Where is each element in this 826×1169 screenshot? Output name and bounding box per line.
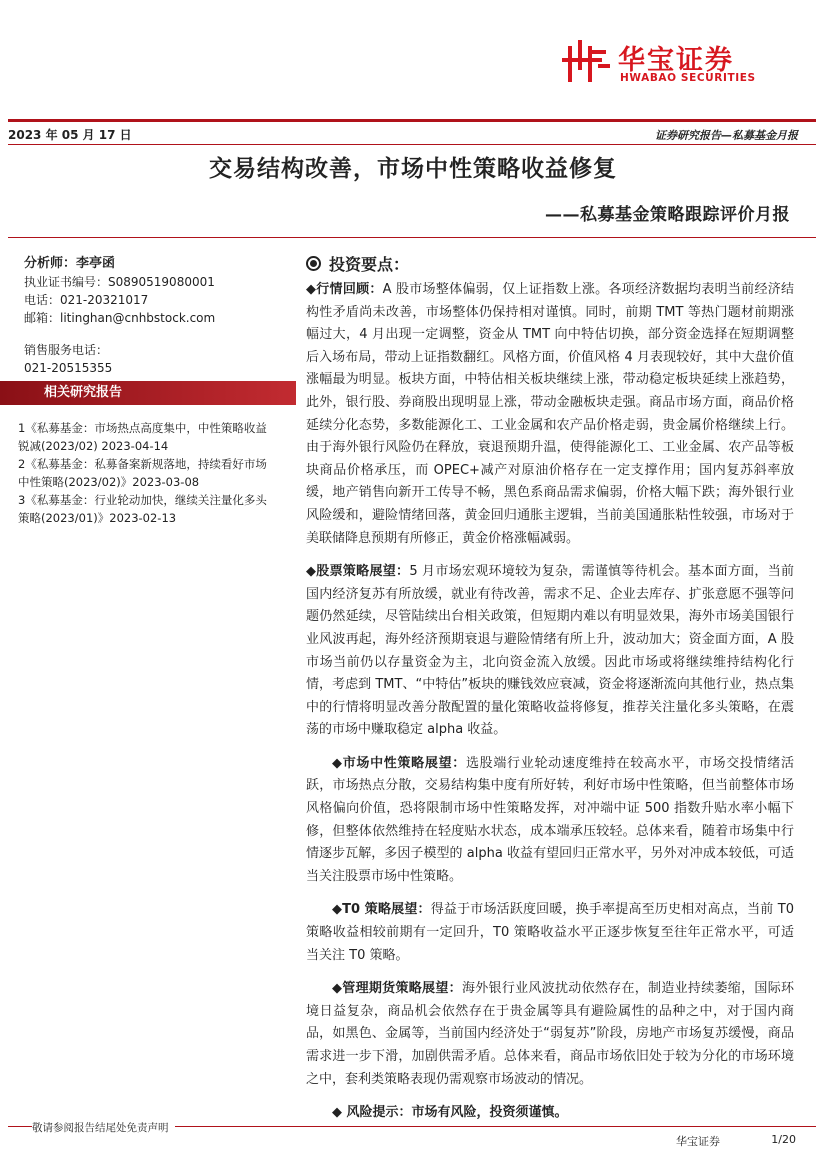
main-content: [306, 252, 794, 1136]
report-date: 2023 年 05 月 17 日: [8, 128, 132, 142]
page-title: 交易结构改善，市场中性策略收益修复: [209, 156, 617, 182]
footer-company: 华宝证券: [676, 1135, 720, 1148]
analyst-name: 分析师：李亭函: [24, 256, 116, 271]
related-report-item[interactable]: 1《私募基金：市场热点高度集中，中性策略收益锐减(2023/02) 2023-04-14: [18, 421, 267, 453]
logo-text-en: HWABAO SECURITIES: [620, 72, 756, 84]
stock-strategy-label: ◆股票策略展望：: [306, 564, 410, 580]
disclaimer: 敬请参阅报告结尾处免责声明: [32, 1120, 175, 1135]
report-type: 证券研究报告—私募基金月报: [655, 129, 798, 142]
risk-warning: [306, 1102, 794, 1125]
market-review-label: ◆行情回顾：: [306, 282, 383, 297]
cta-strategy-text: 海外银行业风波扰动依然存在，制造业持续萎缩，国际环境日益复杂，商品机会依然存在于贵金属等具有避险属性的品种之中，对于国内商品，如黑色、金属等，当前国内经济处于“弱复苏”阶段，房地产市场复苏缓慢，商品需求进一步下滑，加剧供需矛盾。总体来看，商品市场依旧处于较为分化的市场环境之中，套利类策略表现仍需观察市场波动的情况。: [306, 981, 794, 1087]
stock-strategy-paragraph: [306, 561, 794, 742]
title-divider: [8, 237, 816, 238]
market-neutral-text: 选股端行业轮动速度维持在较高水平，市场交投情绪活跃，市场热点分散，交易结构集中度有所好转，利好市场中性策略，但当前整体市场风格偏向价值，恐将限制市场中性策略发挥，对冲端中证 500 指数升贴水率小幅下修，但整体依然维持在轻度贴水状态，成本端承压较轻。总体来看，随着市场集中行情逐步瓦解，多因子模型的 alpha 收益有望回归正常水平，另外对冲成本较低，可适当关注股票市场中性策略。: [306, 755, 795, 884]
license-number: 执业证书编号：S0890519080001: [24, 275, 215, 289]
t0-strategy-text: 得益于市场活跃度回暖，换手率提高至历史相对高点，当前 T0 策略收益相较前期有一定回升，T0 策略收益水平正逐步恢复至往年正常水平，可适当关注 T0 策略。: [306, 902, 794, 963]
risk-warning-text: ◆ 风险提示：市场有风险，投资须谨慎。: [332, 1105, 568, 1121]
cta-strategy-paragraph: [306, 978, 794, 1091]
phone: 电话：021-20321017: [24, 293, 149, 307]
t0-strategy-paragraph: [306, 899, 794, 967]
target-circle-icon: [306, 256, 321, 271]
related-reports-list: [18, 419, 274, 527]
related-report-item[interactable]: 3《私募基金：行业轮动加快，继续关注量化多头策略(2023/01)》2023-02-13: [18, 493, 267, 525]
market-neutral-paragraph: [306, 753, 794, 889]
market-neutral-label: ◆市场中性策略展望：: [332, 755, 466, 771]
logo-text-cn: 华宝证券: [618, 45, 734, 76]
email[interactable]: 邮箱：litinghan@cnhbstock.com: [24, 311, 216, 325]
investment-points-label: 投资要点：: [329, 255, 410, 274]
stock-strategy-text: 5 月市场宏观环境较为复杂，需谨慎等待机会。基本面方面，当前国内经济复苏有所放缓，就业有待改善，需求不足、企业去库存、扩张意愿不强等问题仍然延续，尽管陆续出台相关政策，但短期内难以有明显效果，海外市场美国银行业风波再起，海外经济预期衰退与避险情绪有所上升，波动加大；资金面方面，A 股市场当前仍以存量资金为主，北向资金流入放缓。因此市场或将继续维持结构化行情，考虑到 TMT、“中特估”板块的赚钱效应衰减，资金将逐渐流向其他行业，热点集中的行情将明显改善分散配置的量化策略收益将修复，推荐关注量化多头策略，在震荡的市场中赚取稳定 alpha 收益。: [306, 564, 795, 738]
sidebar: [18, 252, 274, 527]
logo-mark-icon: [562, 40, 612, 84]
related-reports-heading: 相关研究报告: [0, 381, 296, 405]
cta-strategy-label: ◆管理期货策略展望：: [332, 981, 462, 997]
sales-label: 销售服务电话：: [24, 343, 109, 357]
market-review-text: A 股市场整体偏弱，仅上证指数上涨。各项经济数据均表明当前经济结构性矛盾尚未改善，市场整体仍保持相对谨慎。同时，前期 TMT 等热门题材前期涨幅过大，4 月出现一定调整，资金从 TMT 向中特估切换，部分资金选择在短期调整后入场布局，带动上证指数翻红。风格方面，价值风格 4 月表现较好，其中大盘价值涨幅最为明显。板块方面，中特估相关板块继续上涨，带动稳定板块延续上涨趋势，此外，银行股、券商股出现明显上涨，带动金融板块走强。商品市场方面，商品价格延续分化态势，多数能源化工、工业金属和农产品价格走弱，贵金属价格继续上行。由于海外银行风险仍在释放，衰退预期升温，使得能源化工、工业金属、农产品等板块商品价格承压，而 OPEC+减产对原油价格存在一定支撑作用；国内复苏斜率放缓，地产销售向新开工传导不畅，黑色系商品需求偏弱，价格大幅下跌；海外银行业风险缓和，避险情绪回落，黄金回归通胀主逻辑，当前美国通胀粘性较强，市场对于美联储降息预期有所修正，黄金价格涨幅减弱。: [306, 282, 795, 546]
page-number: 1/20: [771, 1133, 796, 1146]
investment-points-heading: [306, 252, 794, 275]
market-review-paragraph: [306, 279, 794, 550]
header-divider: [8, 144, 816, 145]
page-subtitle: ——私募基金策略跟踪评价月报: [545, 205, 790, 225]
top-divider: [8, 119, 816, 122]
company-logo: [562, 36, 802, 92]
related-report-item[interactable]: 2《私募基金：私募备案新规落地，持续看好市场中性策略(2023/02)》2023-03-08: [18, 457, 267, 489]
sales-phone: 021-20515355: [24, 361, 113, 375]
t0-strategy-label: ◆T0 策略展望：: [332, 902, 431, 918]
